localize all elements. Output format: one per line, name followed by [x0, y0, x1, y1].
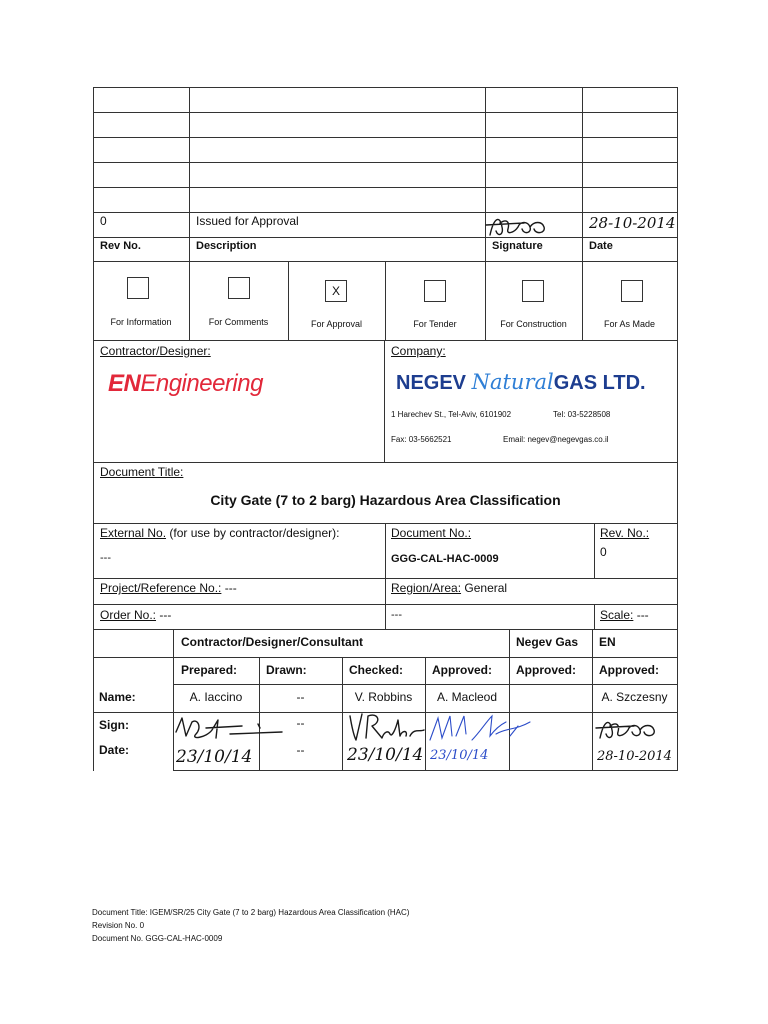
- date-drawn: --: [296, 743, 305, 757]
- contractor-label: Contractor/Designer:: [100, 344, 211, 358]
- company-label: Company:: [391, 344, 446, 358]
- name-prepared: A. Iaccino: [189, 690, 243, 704]
- rev-value: 0: [100, 214, 107, 228]
- col-drawn: Drawn:: [266, 663, 307, 677]
- revision-signature: [484, 213, 556, 241]
- footer-document-no: Document No. GGG-CAL-HAC-0009: [92, 934, 223, 943]
- date-en: 28-10-2014: [597, 749, 672, 764]
- col-checked: Checked:: [349, 663, 404, 677]
- label-for-tender: For Tender: [413, 319, 457, 329]
- company-fax: Fax: 03-5662521: [391, 435, 452, 444]
- logo-natural: Natural: [471, 370, 554, 394]
- row-name-label: Name:: [99, 690, 136, 704]
- scale-value: ---: [633, 608, 649, 622]
- label-for-construction: For Construction: [500, 319, 567, 329]
- description-value: Issued for Approval: [196, 214, 299, 228]
- revision-date: 28-10-2014: [589, 214, 676, 232]
- enengineering-logo: [108, 370, 263, 398]
- footer-document-title: Document Title: IGEM/SR/25 City Gate (7 to 2 barg) Hazardous Area Classification (HAC): [92, 908, 410, 917]
- signature-approved: [426, 712, 536, 746]
- scale: [600, 608, 649, 622]
- document-no-value: GGG-CAL-HAC-0009: [391, 553, 499, 565]
- rev-no-header: Rev No.: [100, 240, 141, 252]
- company-email: Email: negev@negevgas.co.il: [503, 435, 609, 444]
- signature-en: [594, 716, 666, 744]
- region-value: General: [464, 581, 508, 595]
- checkbox-for-comments[interactable]: [228, 277, 250, 299]
- scale-label: Scale:: [600, 608, 634, 622]
- label-for-information: For Information: [110, 317, 172, 327]
- footer-revision: Revision No. 0: [92, 921, 145, 930]
- project-reference: [100, 581, 237, 595]
- label-for-comments: For Comments: [208, 317, 269, 327]
- checkbox-for-approval[interactable]: X: [325, 280, 347, 302]
- rev-no-value: 0: [600, 545, 607, 559]
- logo-negev: NEGEV: [396, 372, 467, 394]
- signature-header: Signature: [492, 240, 543, 252]
- order-label: Order No.:: [100, 608, 157, 622]
- region-label: Region/Area:: [391, 581, 462, 595]
- negev-gas-logo: [396, 370, 646, 395]
- logo-engineering: Engineering: [140, 370, 263, 397]
- description-header: Description: [196, 240, 257, 252]
- col-approved-contractor: Approved:: [432, 663, 492, 677]
- document-no-label: Document No.:: [391, 526, 472, 540]
- date-prepared: 23/10/14: [176, 747, 253, 767]
- company-tel: Tel: 03-5228508: [553, 410, 611, 419]
- external-no-value: ---: [100, 552, 111, 564]
- document-title: City Gate (7 to 2 barg) Hazardous Area Classification: [210, 492, 561, 508]
- name-en: A. Szczesny: [601, 690, 668, 704]
- checkbox-for-information[interactable]: [127, 277, 149, 299]
- project-value: ---: [221, 581, 237, 595]
- date-header: Date: [589, 240, 613, 252]
- rev-no-label: Rev. No.:: [600, 526, 650, 540]
- label-for-as-made: For As Made: [603, 319, 656, 329]
- signature-checked: [344, 710, 428, 744]
- contractor-group-header: Contractor/Designer/Consultant: [181, 635, 364, 649]
- sign-drawn: --: [296, 716, 305, 730]
- external-no-label: [100, 526, 339, 540]
- logo-gas-ltd: GAS LTD.: [553, 372, 646, 394]
- negev-gas-header: Negev Gas: [516, 635, 579, 649]
- name-drawn: --: [296, 690, 305, 704]
- date-approved: 23/10/14: [430, 748, 489, 763]
- order-no: [100, 608, 171, 622]
- name-checked: V. Robbins: [354, 690, 413, 704]
- row-date-label: Date:: [99, 743, 130, 757]
- external-no-suffix: (for use by contractor/designer):: [166, 526, 340, 540]
- name-approved: A. Macleod: [436, 690, 498, 704]
- checkbox-for-tender[interactable]: [424, 280, 446, 302]
- region-area: [391, 581, 507, 595]
- row-sign-label: Sign:: [99, 718, 129, 732]
- col-prepared: Prepared:: [181, 663, 238, 677]
- external-no-label-text: External No.: [100, 526, 167, 540]
- col-approved-negev: Approved:: [516, 663, 576, 677]
- en-header: EN: [599, 635, 616, 649]
- order-value: ---: [156, 608, 172, 622]
- checkbox-for-construction[interactable]: [522, 280, 544, 302]
- document-title-label: Document Title:: [100, 465, 184, 479]
- date-checked: 23/10/14: [347, 745, 424, 765]
- project-label: Project/Reference No.:: [100, 581, 222, 595]
- checkbox-for-as-made[interactable]: [621, 280, 643, 302]
- col-approved-en: Approved:: [599, 663, 659, 677]
- order-mid-value: ---: [391, 609, 402, 621]
- logo-en-prefix: EN: [108, 370, 141, 397]
- company-address: 1 Harechev St., Tel-Aviv, 6101902: [391, 410, 512, 419]
- label-for-approval: For Approval: [310, 319, 363, 329]
